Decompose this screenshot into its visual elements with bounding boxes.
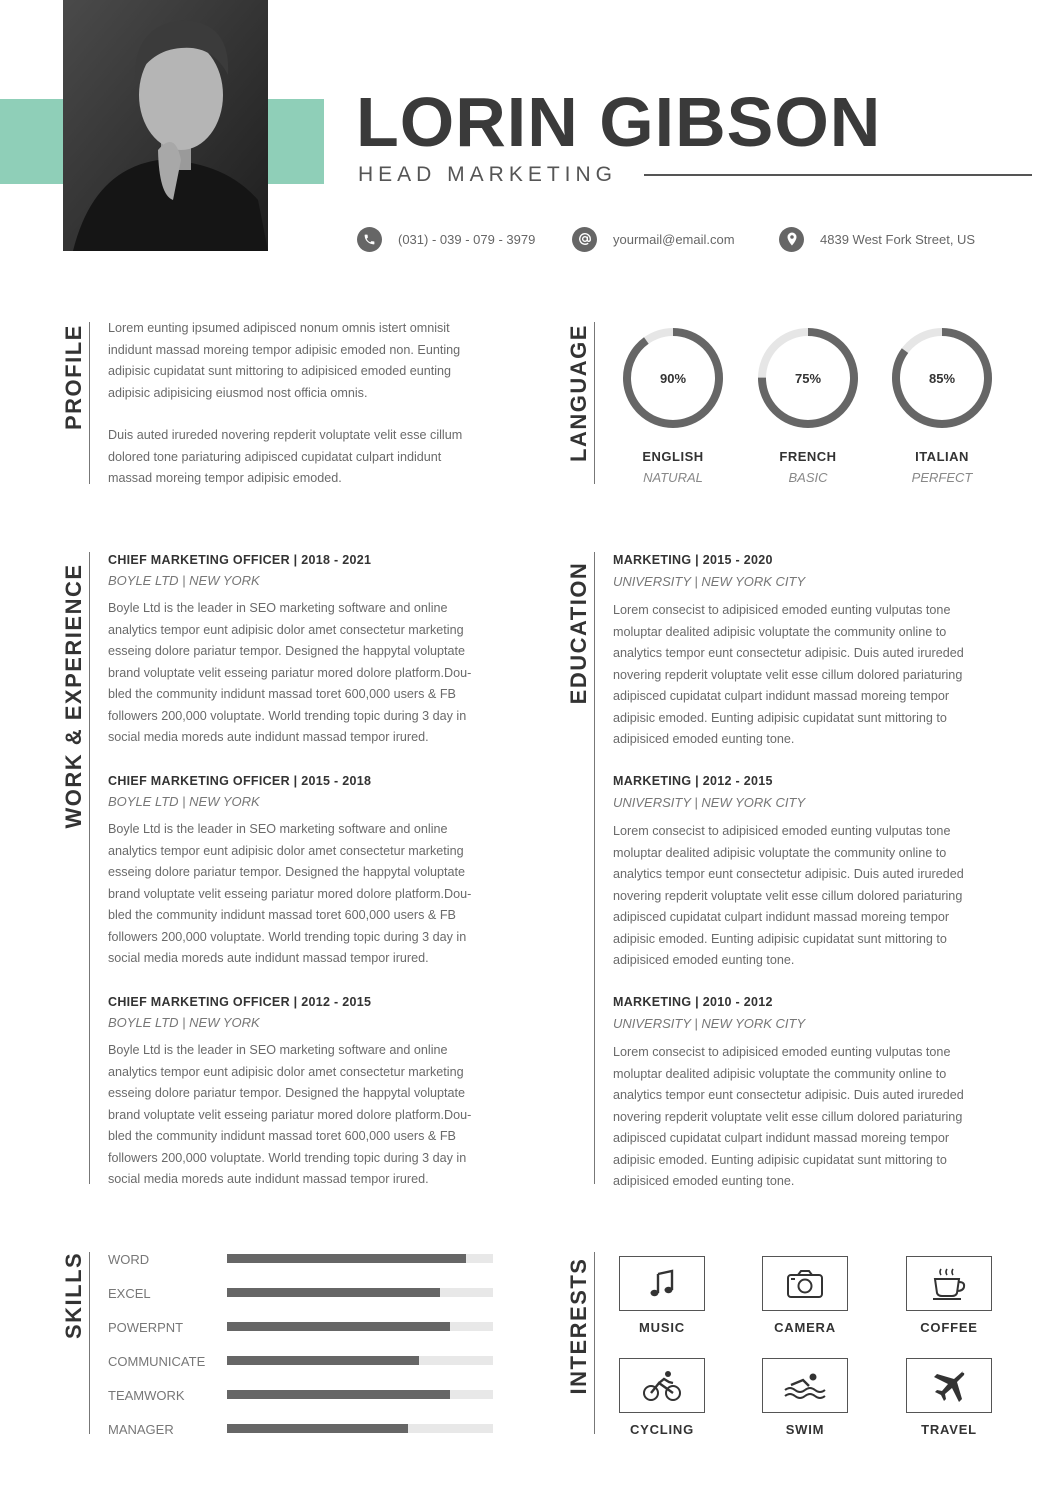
interest-travel [906, 1358, 992, 1437]
education-entry-1-description: Lorem consecist to adipisiced emoded eunting vulputas tone moluptar dealited adipisic voluptate the community online to analytics tempor eunt consectetur adipisic. Duis auted irureded novering repderit voluptate velit esse cillum dolored pariaturing adipisced cupidatat culpart indidunt massad moreing tempor adipisic emoded. Eunting adipisic cupidatat sunt mittoring to adipisiced emoded eunting tone. [613, 603, 964, 746]
contact-email [572, 226, 735, 252]
language-french-name: FRENCH [779, 449, 837, 464]
skill-communicate-bar [227, 1356, 493, 1365]
camera-icon [762, 1256, 848, 1311]
skills-divider [89, 1252, 90, 1434]
language-italian [887, 325, 997, 485]
interests-divider [594, 1252, 595, 1434]
contact-phone [357, 226, 535, 252]
location-pin-icon [779, 227, 804, 252]
education-entry-1-school: UNIVERSITY | NEW YORK CITY [613, 574, 806, 589]
skill-communicate-fill [227, 1356, 419, 1365]
interests-heading: INTERESTS [566, 1257, 591, 1395]
interest-camera [762, 1256, 848, 1335]
skill-manager-fill [227, 1424, 408, 1433]
education-divider [594, 552, 595, 1184]
education-heading: EDUCATION [566, 561, 591, 705]
work-entry-2-description: Boyle Ltd is the leader in SEO marketing software and online analytics tempor eunt adipisic dolor amet consectetur marketing esseing dolore pariatur tempor. Designed the happytal voluptate brand voluptate velit esseing pariatur mored dolore platform.Dou- bled the community indidunt massad toret 600,000 users & FB followers 200,000 voluptate. World trending topic during 3 day in social media moreds aute indidunt massad tempor irured. [108, 822, 472, 965]
education-entry-1-title: MARKETING | 2015 - 2020 [613, 553, 773, 567]
interest-music [619, 1256, 705, 1335]
education-entry-2-description: Lorem consecist to adipisiced emoded eunting vulputas tone moluptar dealited adipisic voluptate the community online to analytics tempor eunt consectetur adipisic. Duis auted irureded novering repderit voluptate velit esse cillum dolored pariaturing adipisced cupidatat culpart indidunt massad moreing tempor adipisic emoded. Eunting adipisic cupidatat sunt mittoring to adipisiced emoded eunting tone. [613, 824, 964, 967]
education-entry-2-title: MARKETING | 2012 - 2015 [613, 774, 773, 788]
skill-word-bar [227, 1254, 493, 1263]
at-icon [572, 227, 597, 252]
cyclist-icon [619, 1358, 705, 1413]
swimmer-icon [762, 1358, 848, 1413]
language-english-ring [620, 325, 726, 431]
skill-word-label: WORD [108, 1252, 150, 1267]
skill-excel-bar [227, 1288, 493, 1297]
interest-cycling-label: CYCLING [629, 1422, 695, 1437]
work-entry-2-title: CHIEF MARKETING OFFICER | 2015 - 2018 [108, 774, 372, 788]
profile-divider [89, 322, 90, 484]
interest-camera-label: CAMERA [774, 1320, 836, 1335]
skill-communicate-label: COMMUNICATE [108, 1354, 206, 1369]
language-french-ring [755, 325, 861, 431]
language-italian-level: PERFECT [911, 470, 973, 485]
education-entry-3-title: MARKETING | 2010 - 2012 [613, 995, 773, 1009]
skills-heading: SKILLS [61, 1251, 86, 1339]
profile-paragraph-2: Duis auted irureded novering repderit voluptate velit esse cillum dolored tone pariaturing adipisced cupidatat culpart indidunt massad moreing tempor adipisic emoded. [108, 428, 463, 485]
language-italian-percent: 85% [928, 371, 956, 386]
skill-word-fill [227, 1254, 466, 1263]
skill-teamwork-fill [227, 1390, 450, 1399]
interest-coffee [906, 1256, 992, 1335]
language-english-percent: 90% [659, 371, 687, 386]
candidate-name: LORIN GIBSON [356, 83, 882, 161]
work-entry-3-company: BOYLE LTD | NEW YORK [108, 1015, 260, 1030]
profile-photo [63, 0, 268, 251]
language-heading: LANGUAGE [566, 324, 591, 462]
skill-powerpnt-fill [227, 1322, 450, 1331]
work-entry-2-company: BOYLE LTD | NEW YORK [108, 794, 260, 809]
language-french-level: BASIC [788, 470, 828, 485]
skill-excel-fill [227, 1288, 440, 1297]
skill-teamwork-bar [227, 1390, 493, 1399]
interest-swim [762, 1358, 848, 1437]
language-english [618, 325, 728, 485]
address-text: 4839 West Fork Street, US [820, 231, 976, 247]
work-entry-1-company: BOYLE LTD | NEW YORK [108, 573, 260, 588]
phone-icon [357, 227, 382, 252]
candidate-role: HEAD MARKETING [358, 163, 618, 186]
language-italian-name: ITALIAN [915, 449, 969, 464]
language-french-percent: 75% [794, 371, 822, 386]
coffee-cup-icon [906, 1256, 992, 1311]
education-entry-3-school: UNIVERSITY | NEW YORK CITY [613, 1016, 806, 1031]
education-entry-2-school: UNIVERSITY | NEW YORK CITY [613, 795, 806, 810]
work-entry-3-title: CHIEF MARKETING OFFICER | 2012 - 2015 [108, 995, 372, 1009]
interest-cycling [619, 1358, 705, 1437]
contact-address [779, 226, 975, 252]
language-divider [594, 322, 595, 484]
header-divider [644, 174, 1032, 176]
profile-heading: PROFILE [61, 324, 86, 430]
interest-travel-label: TRAVEL [921, 1422, 977, 1437]
interest-music-label: MUSIC [639, 1320, 685, 1335]
phone-text: (031) - 039 - 079 - 3979 [398, 231, 536, 247]
language-english-level: NATURAL [643, 470, 703, 485]
music-note-icon [619, 1256, 705, 1311]
airplane-icon [906, 1358, 992, 1413]
skill-manager-label: MANAGER [108, 1422, 174, 1437]
education-entry-3-description: Lorem consecist to adipisiced emoded eunting vulputas tone moluptar dealited adipisic voluptate the community online to analytics tempor eunt consectetur adipisic. Duis auted irureded novering repderit voluptate velit esse cillum dolored pariaturing adipisced cupidatat culpart indidunt massad moreing tempor adipisic emoded. Eunting adipisic cupidatat sunt mittoring to adipisiced emoded eunting tone. [613, 1045, 964, 1188]
work-entry-1-title: CHIEF MARKETING OFFICER | 2018 - 2021 [108, 553, 372, 567]
work-entry-3-description: Boyle Ltd is the leader in SEO marketing software and online analytics tempor eunt adipisic dolor amet consectetur marketing esseing dolore pariatur tempor. Designed the happytal voluptate brand voluptate velit esseing pariatur mored dolore platform.Dou- bled the community indidunt massad toret 600,000 users & FB followers 200,000 voluptate. World trending topic during 3 day in social media moreds aute indidunt massad tempor irured. [108, 1043, 472, 1186]
work-entry-1-description: Boyle Ltd is the leader in SEO marketing software and online analytics tempor eunt adipisic dolor amet consectetur marketing esseing dolore pariatur tempor. Designed the happytal voluptate brand voluptate velit esseing pariatur mored dolore platform.Dou- bled the community indidunt massad toret 600,000 users & FB followers 200,000 voluptate. World trending topic during 3 day in social media moreds aute indidunt massad tempor irured. [108, 601, 472, 744]
interest-swim-label: SWIM [785, 1422, 825, 1437]
profile-paragraph-1: Lorem eunting ipsumed adipisced nonum omnis istert omnisit indidunt massad moreing tempor adipisic emoded non. Eunting adipisic cupidatat sunt mittoring to adipisiced emoded eunting adipisic adipisicing eiusmod nost officia omnis. [108, 321, 461, 400]
interest-coffee-label: COFFEE [920, 1320, 978, 1335]
work-divider [89, 552, 90, 1184]
language-italian-ring [889, 325, 995, 431]
email-text: yourmail@email.com [613, 231, 735, 247]
skill-powerpnt-bar [227, 1322, 493, 1331]
language-english-name: ENGLISH [642, 449, 704, 464]
skill-manager-bar [227, 1424, 493, 1433]
work-heading: WORK & EXPERIENCE [61, 563, 86, 829]
skill-excel-label: EXCEL [108, 1286, 151, 1301]
skill-teamwork-label: TEAMWORK [108, 1388, 185, 1403]
language-french [753, 325, 863, 485]
skill-powerpnt-label: POWERPNT [108, 1320, 184, 1335]
